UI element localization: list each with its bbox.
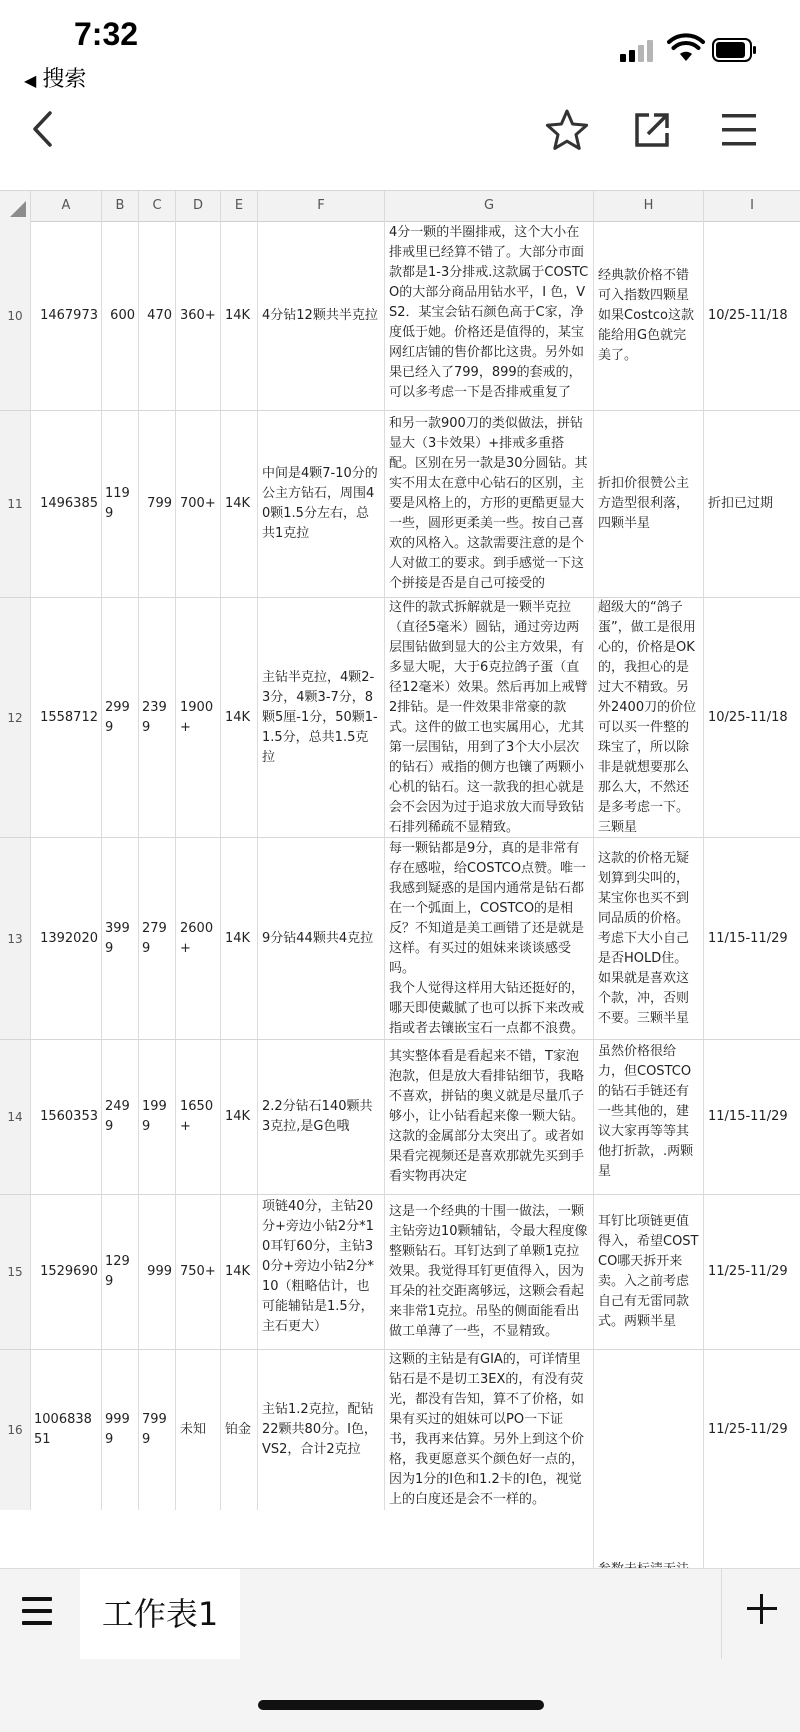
cell-sale-price[interactable]: 2399 [139, 598, 176, 837]
status-bar [0, 0, 800, 100]
spreadsheet-grid[interactable] [0, 190, 800, 1569]
cell-review[interactable]: 这是一个经典的十围一做法，一颗主钻旁边10颗辅钻，令最大程度像整颗钻石。耳钉达到了单颗1克拉效果。我觉得耳钉更值得入，因为耳朵的社交距离够远，这颗会看起来非常1克拉。吊坠的侧面能看出做工单薄了一些，不显精致。 [385, 1195, 594, 1349]
row-header[interactable]: 14 [0, 1040, 31, 1194]
cell-original-price[interactable]: 9999 [102, 1350, 139, 1510]
row-header[interactable]: 12 [0, 598, 31, 837]
star-icon[interactable] [544, 108, 590, 152]
cell-metal[interactable]: 14K [221, 838, 258, 1039]
table-row [0, 1195, 800, 1350]
cell-review[interactable]: 4分一颗的半圈排戒，这个大小在排戒里已经算不错了。大部分市面款都是1-3分排戒.这款属于COSTCO的大部分商品用钻水平，I 色，VS2．某宝会钻石颜色高于C家，净度低于她。价格还是值得的，某宝网红店铺的售价都比这贵。另外如果已经入了799，899的套戒的，可以多考虑一下是否排戒重复了 [385, 221, 594, 410]
cell-original-price[interactable]: 1299 [102, 1195, 139, 1349]
cell-date-range[interactable]: 11/15-11/29 [708, 1109, 788, 1124]
cell-diamond-spec[interactable]: 2.2分钻石140颗共3克拉,是G色哦 [258, 1040, 385, 1194]
cell-date-range[interactable]: 10/25-11/18 [708, 307, 788, 323]
row-header[interactable]: 10 [0, 221, 31, 410]
cell-original-price[interactable]: 2999 [102, 598, 139, 837]
cell-item-number[interactable]: 1467973 [31, 221, 102, 410]
cell-date-range[interactable]: 折扣已过期 [708, 496, 774, 511]
cell-estimate[interactable]: 未知 [176, 1350, 221, 1510]
cell-estimate[interactable]: 2600+ [176, 838, 221, 1039]
hamburger-menu-icon[interactable] [720, 112, 758, 148]
cell-verdict[interactable]: 折扣价很赞公主方造型很利落，四颗半星 [594, 411, 704, 597]
cell-date-range[interactable]: 11/15-11/29 [708, 930, 788, 946]
table-row [0, 838, 800, 1040]
back-to-app-link[interactable] [24, 62, 86, 93]
cell-estimate[interactable]: 1900+ [176, 598, 221, 837]
cell-estimate[interactable]: 1650+ [176, 1040, 221, 1194]
cell-review[interactable]: 和另一款900刀的类似做法，拼钻显大（3卡效果）+排戒多重搭配。区别在另一款是30分圆钻。其实不用太在意中心钻石的区别，主要是风格上的，方形的更酷更显大一些，圆形更柔美一些。按自己喜欢的风格入。这款需要注意的是个人对做工的要求。到手感觉一下这个拼接是否是自己可接受的 [385, 411, 594, 597]
table-row [0, 411, 800, 598]
chevron-left-icon[interactable] [30, 110, 56, 148]
cell-review[interactable]: 这颗的主钻是有GIA的，可详情里钻石是不是切工3EX的，有没有荧光，都没有告知，算不了价格，如果有买过的姐妹可以PO一下证书，我再来估算。另外上到这个价格，我更愿意买个颜色好一点的，因为1分的I色和1.2卡的I色，视觉上的白度还是会不一样的。 [385, 1350, 594, 1590]
sheets-menu-icon[interactable] [22, 1597, 58, 1631]
home-indicator[interactable] [258, 1700, 544, 1710]
cell-diamond-spec[interactable]: 项链40分，主钻20分+旁边小钻2分*10耳钉60分，主钻30分+旁边小钻2分*10（粗略估计，也可能辅钻是1.5分，主石更大） [258, 1195, 385, 1349]
cell-metal[interactable]: 14K [221, 1195, 258, 1349]
cell-metal[interactable]: 14K [221, 1040, 258, 1194]
column-header-i[interactable]: I [750, 198, 754, 213]
cell-review[interactable]: 每一颗钻都是9分，真的是非常有存在感啦，给COSTCO点赞。唯一我感到疑惑的是国内通常是钻石都在一个弧面上，COSTCO的是相反？不知道是美工画错了还是就是这样。有买过的姐妹来谈谈感受吗。 我个人觉得这样用大钻还挺好的，哪天即使戴腻了也可以拆下来改戒指或者去镶嵌宝石一点都不浪费。 [385, 838, 594, 1039]
cell-verdict[interactable]: 这款的价格无疑划算到尖叫的，某宝你也买不到同品质的价格。考虑下大小自己是否HOLD住。如果就是喜欢这个款，冲，否则不要。三颗半星 [594, 838, 704, 1039]
cell-date-range[interactable]: 10/25-11/18 [708, 709, 788, 725]
cell-metal[interactable]: 14K [221, 598, 258, 837]
cell-sale-price[interactable]: 7999 [139, 1350, 176, 1510]
cell-verdict[interactable]: 耳钉比项链更值得入，希望COSTCO哪天拆开来卖。入之前考虑自己有无雷同款式。两颗半星 [594, 1195, 704, 1349]
cell-item-number[interactable]: 1496385 [31, 411, 102, 597]
table-row [0, 598, 800, 838]
cell-diamond-spec[interactable]: 中间是4颗7-10分的公主方钻石，周围40颗1.5分左右，总共1克拉 [258, 411, 385, 597]
cell-original-price[interactable]: 600 [102, 221, 139, 410]
cell-sale-price[interactable]: 470 [139, 221, 176, 410]
column-header-b[interactable]: B [102, 191, 139, 221]
corner-triangle-icon [10, 201, 26, 217]
cell-diamond-spec[interactable]: 9分钻44颗共4克拉 [258, 838, 385, 1039]
cell-item-number[interactable]: 1392020 [31, 838, 102, 1039]
row-header[interactable]: 16 [0, 1350, 31, 1510]
cell-original-price[interactable]: 2499 [102, 1040, 139, 1194]
back-triangle-icon: ◀ [24, 71, 37, 90]
cell-item-number[interactable]: 1560353 [31, 1040, 102, 1194]
column-header-c[interactable]: C [139, 191, 176, 221]
cell-metal[interactable]: 铂金 [221, 1350, 258, 1510]
table-row [0, 1350, 800, 1590]
cell-diamond-spec[interactable]: 主钻半克拉，4颗2-3分，4颗3-7分，8颗5厘-1分，50颗1-1.5分，总共1.5克拉 [258, 598, 385, 837]
tab-divider [721, 1569, 722, 1659]
cell-sale-price[interactable]: 799 [139, 411, 176, 597]
add-sheet-icon[interactable] [740, 1587, 784, 1631]
status-time: 7:32 [74, 16, 139, 52]
cell-diamond-spec[interactable]: 主钻1.2克拉，配钻22颗共80分。I色，VS2，合计2克拉 [258, 1350, 385, 1510]
table-row [0, 1040, 800, 1195]
cell-verdict[interactable] [594, 1350, 704, 1602]
cell-date-range[interactable]: 11/25-11/29 [708, 1264, 788, 1279]
cell-metal[interactable]: 14K [221, 221, 258, 410]
back-app-label: 搜索 [42, 67, 87, 92]
cell-estimate[interactable]: 750+ [176, 1195, 221, 1349]
column-header-f[interactable]: F [258, 191, 385, 221]
cell-diamond-spec[interactable]: 4分钻12颗共半克拉 [258, 221, 385, 410]
navigation-bar [0, 100, 800, 190]
row-header[interactable]: 13 [0, 838, 31, 1039]
select-all-corner[interactable] [0, 191, 31, 221]
cell-metal[interactable]: 14K [221, 411, 258, 597]
cell-original-price[interactable]: 3999 [102, 838, 139, 1039]
cell-review[interactable]: 这件的款式拆解就是一颗半克拉（直径5毫米）圆钻，通过旁边两层围钻做到显大的公主方效果，有多显大呢，大于6克拉鸽子蛋（直径12毫米）效果。然后再加上戒臂2排钻。是一件效果非常豪的款式。这件的做工也实属用心，尤其第一层围钻，用到了3个大小层次的钻石）戒指的侧方也镶了两颗小心机的钻石。这一款我的担心就是会不会因为过于追求放大而导致钻石排列稀疏不显精致。 [385, 598, 594, 837]
cell-item-number[interactable]: 1558712 [31, 598, 102, 837]
share-icon[interactable] [632, 110, 672, 150]
sheet-tab-active[interactable]: 工作表1 [80, 1569, 240, 1659]
column-header-a[interactable]: A [31, 191, 102, 221]
column-header-d[interactable]: D [176, 191, 221, 221]
cell-sale-price[interactable]: 1999 [139, 1040, 176, 1194]
cell-estimate[interactable]: 700+ [176, 411, 221, 597]
cell-original-price[interactable]: 1199 [102, 411, 139, 597]
battery-icon [712, 38, 758, 62]
row-header[interactable]: 11 [0, 411, 31, 597]
column-header-e[interactable]: E [221, 191, 258, 221]
cell-verdict[interactable]: 超级大的“鸽子蛋”，做工是很用心的，价格是OK的，我担心的是过大不精致。另外2400刀的价位可以买一件整的珠宝了，所以除非是就想要那么那么大，不然还是多考虑一下。三颗星 [594, 598, 704, 837]
wifi-icon [668, 34, 704, 64]
cell-item-number[interactable]: 1529690 [31, 1195, 102, 1349]
cell-verdict[interactable]: 虽然价格很给力，但COSTCO的钻石手链还有一些其他的，建议大家再等等其他打折款，.两颗星 [594, 1040, 704, 1194]
cell-verdict[interactable]: 经典款价格不错可入指数四颗星如果Costco这款能给用G色就完美了。 [594, 221, 704, 410]
cellular-signal-icon [620, 38, 656, 62]
cell-sale-price[interactable]: 2799 [139, 838, 176, 1039]
column-header-row [0, 191, 800, 222]
cell-review[interactable]: 其实整体看是看起来不错，T家泡泡款，但是放大看排钻细节，我略不喜欢，拼钻的奥义就是尽量爪子够小，让小钻看起来像一颗大钻。这款的金属部分太突出了。或者如果看完视频还是喜欢那就先买到手看实物再决定 [385, 1040, 594, 1194]
row-header[interactable]: 15 [0, 1195, 31, 1349]
column-header-g[interactable]: G [385, 191, 594, 221]
cell-item-number[interactable]: 100683851 [31, 1350, 102, 1510]
table-row [0, 221, 800, 411]
cell-date-range[interactable]: 11/25-11/29 [708, 1422, 788, 1437]
cell-estimate[interactable]: 360+ [176, 221, 221, 410]
column-header-h[interactable]: H [594, 191, 704, 221]
cell-sale-price[interactable]: 999 [139, 1195, 176, 1349]
